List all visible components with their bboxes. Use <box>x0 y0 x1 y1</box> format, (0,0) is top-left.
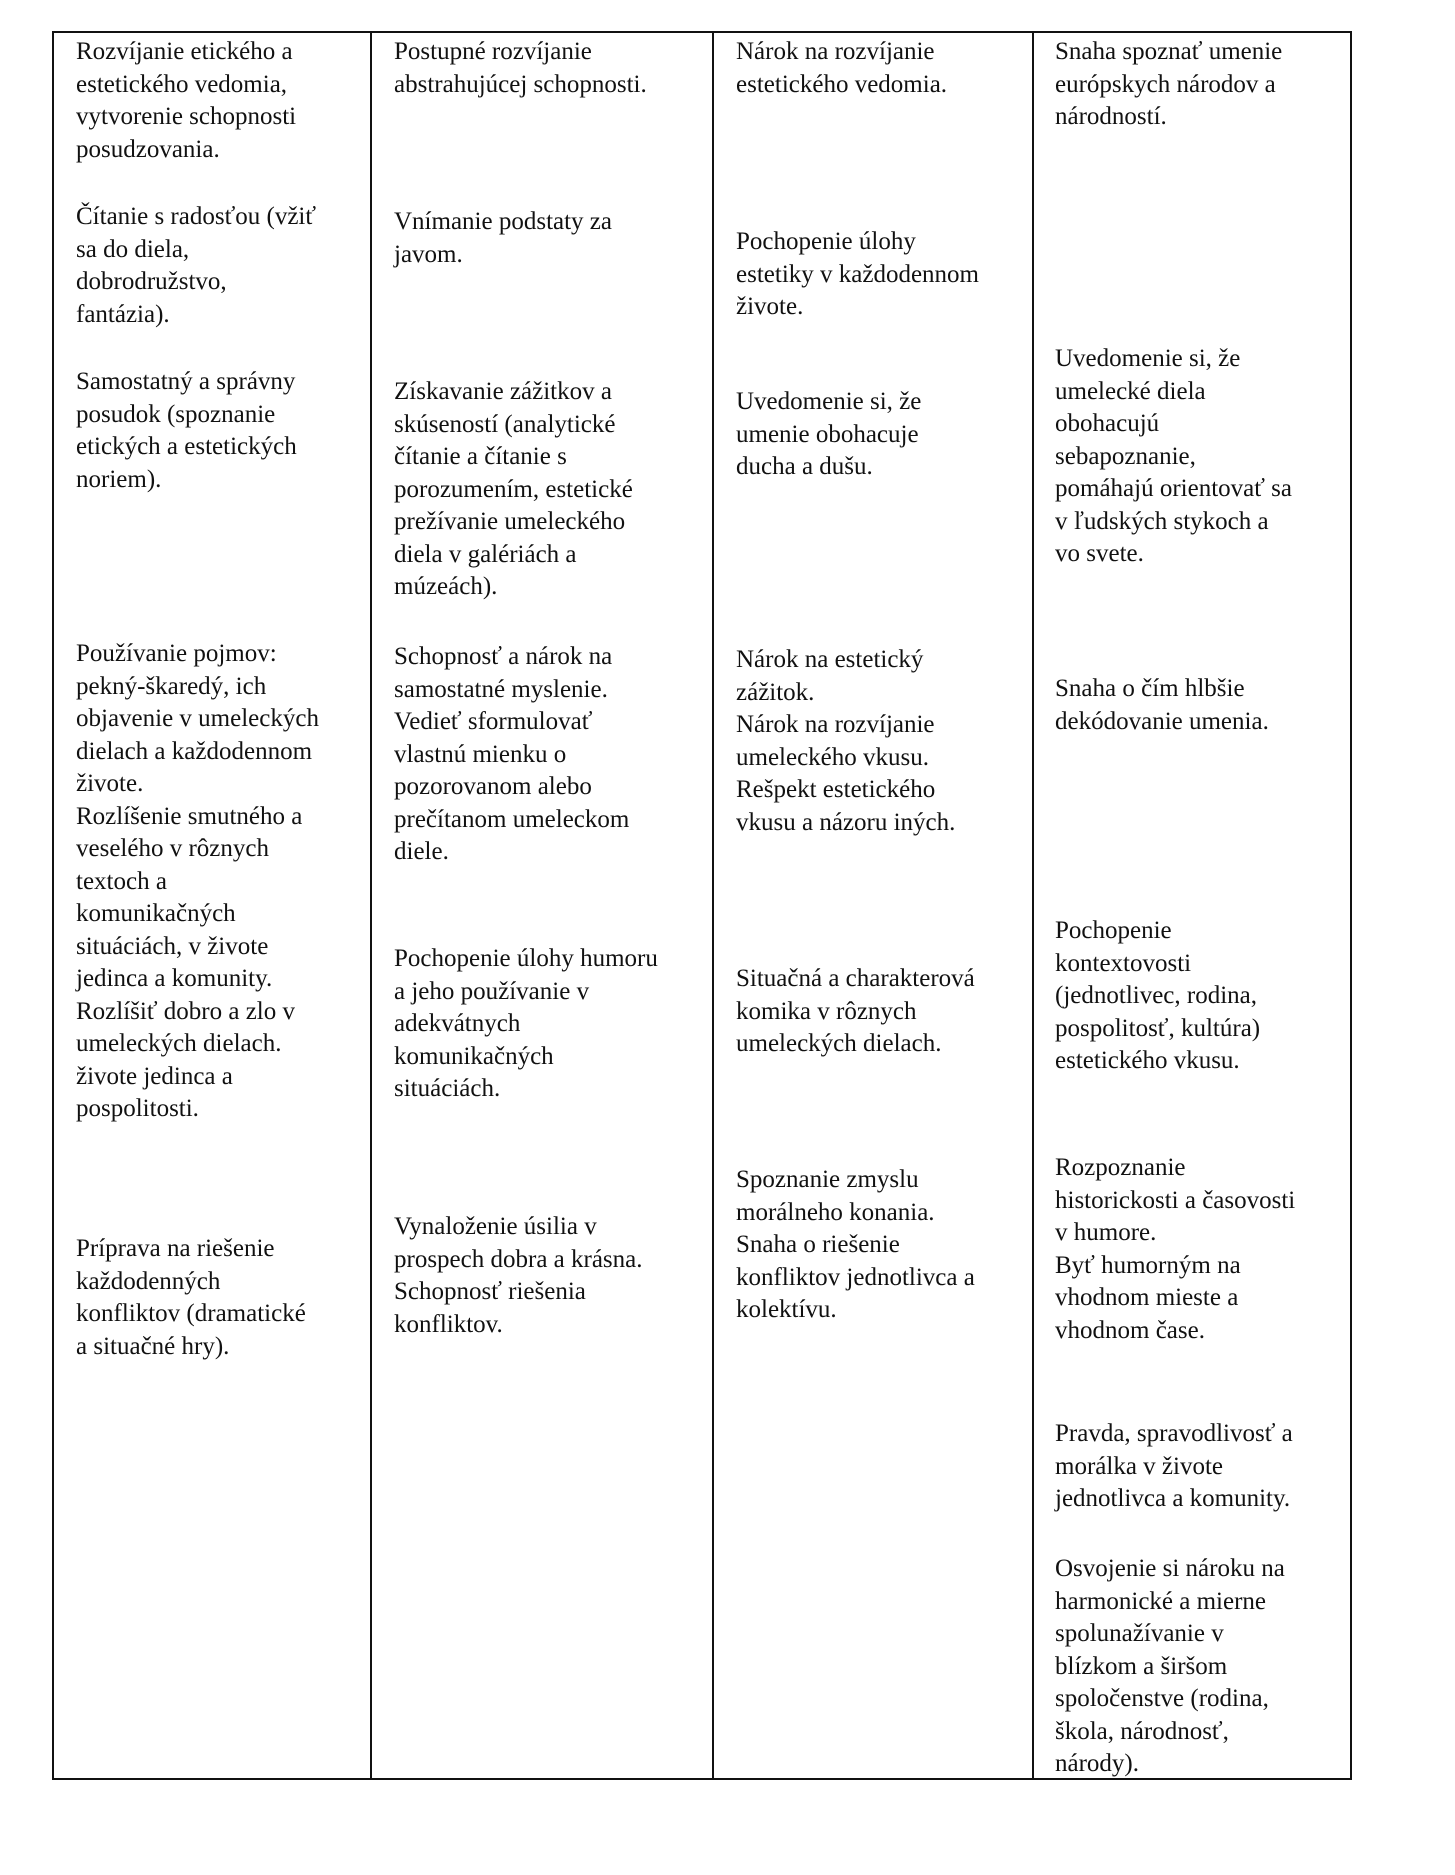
column-divider <box>370 33 372 1778</box>
table-cell: Získavanie zážitkov a skúseností (analytické čítanie a čítanie s porozumením, estetické prežívanie umeleckého diela v galériách a múzeách). <box>394 378 633 600</box>
table-cell: Vynaloženie úsilia v prospech dobra a krásna. Schopnosť riešenia konfliktov. <box>394 1213 643 1338</box>
table-cell: Vnímanie podstaty za javom. <box>394 208 612 268</box>
table-cell: Čítanie s radosťou (vžiť sa do diela, dobrodružstvo, fantázia). <box>76 203 317 328</box>
table-cell: Uvedomenie si, že umenie obohacuje ducha a dušu. <box>736 388 922 480</box>
table-cell: Samostatný a správny posudok (spoznanie etických a estetických noriem). <box>76 368 297 493</box>
table-cell: Situačná a charakterová komika v rôznych umeleckých dielach. <box>736 965 975 1057</box>
table-cell: Schopnosť a nárok na samostatné myslenie. Vedieť sformulovať vlastnú mienku o pozorovanom alebo prečítanom umeleckom diele. <box>394 643 630 865</box>
column-divider <box>712 33 714 1778</box>
table-cell: Rozpoznanie historickosti a časovosti v humore. Byť humorným na vhodnom mieste a vhodnom čase. <box>1055 1154 1296 1344</box>
table-cell: Pochopenie kontextovosti (jednotlivec, rodina, pospolitosť, kultúra) estetického vkusu. <box>1055 917 1261 1074</box>
table-cell: Snaha spoznať umenie európskych národov a národností. <box>1055 38 1283 130</box>
table-cell: Používanie pojmov: pekný-škaredý, ich objavenie v umeleckých dielach a každodennom živote. Rozlíšenie smutného a veselého v rôznych textoch a komunikačných situáciách, v živote jedinca a komunity. Rozlíšiť dobro a zlo v umeleckých dielach. živote jedinca a pospolitosti. <box>76 640 319 1122</box>
table-cell: Pochopenie úlohy humoru a jeho používanie v adekvátnych komunikačných situáciách. <box>394 945 658 1102</box>
table-cell: Uvedomenie si, že umelecké diela obohacujú sebapoznanie, pomáhajú orientovať sa v ľudských stykoch a vo svete. <box>1055 345 1292 567</box>
table-cell: Osvojenie si nároku na harmonické a mierne spolunažívanie v blízkom a širšom spoločenstve (rodina, škola, národnosť, národy). <box>1055 1555 1285 1777</box>
table-cell: Nárok na rozvíjanie estetického vedomia. <box>736 38 948 98</box>
table-cell: Pravda, spravodlivosť a morálka v živote jednotlivca a komunity. <box>1055 1420 1293 1512</box>
table-cell: Príprava na riešenie každodenných konfliktov (dramatické a situačné hry). <box>76 1235 306 1360</box>
table-cell: Rozvíjanie etického a estetického vedomia, vytvorenie schopnosti posudzovania. <box>76 38 297 163</box>
table-cell: Spoznanie zmyslu morálneho konania. Snaha o riešenie konfliktov jednotlivca a kolektívu. <box>736 1166 975 1323</box>
curriculum-table <box>52 31 1352 1780</box>
table-cell: Pochopenie úlohy estetiky v každodennom živote. <box>736 228 979 320</box>
table-cell: Nárok na estetický zážitok. Nárok na rozvíjanie umeleckého vkusu. Rešpekt estetického vkusu a názoru iných. <box>736 646 956 836</box>
table-cell: Postupné rozvíjanie abstrahujúcej schopnosti. <box>394 38 647 98</box>
table-cell: Snaha o čím hlbšie dekódovanie umenia. <box>1055 675 1269 735</box>
